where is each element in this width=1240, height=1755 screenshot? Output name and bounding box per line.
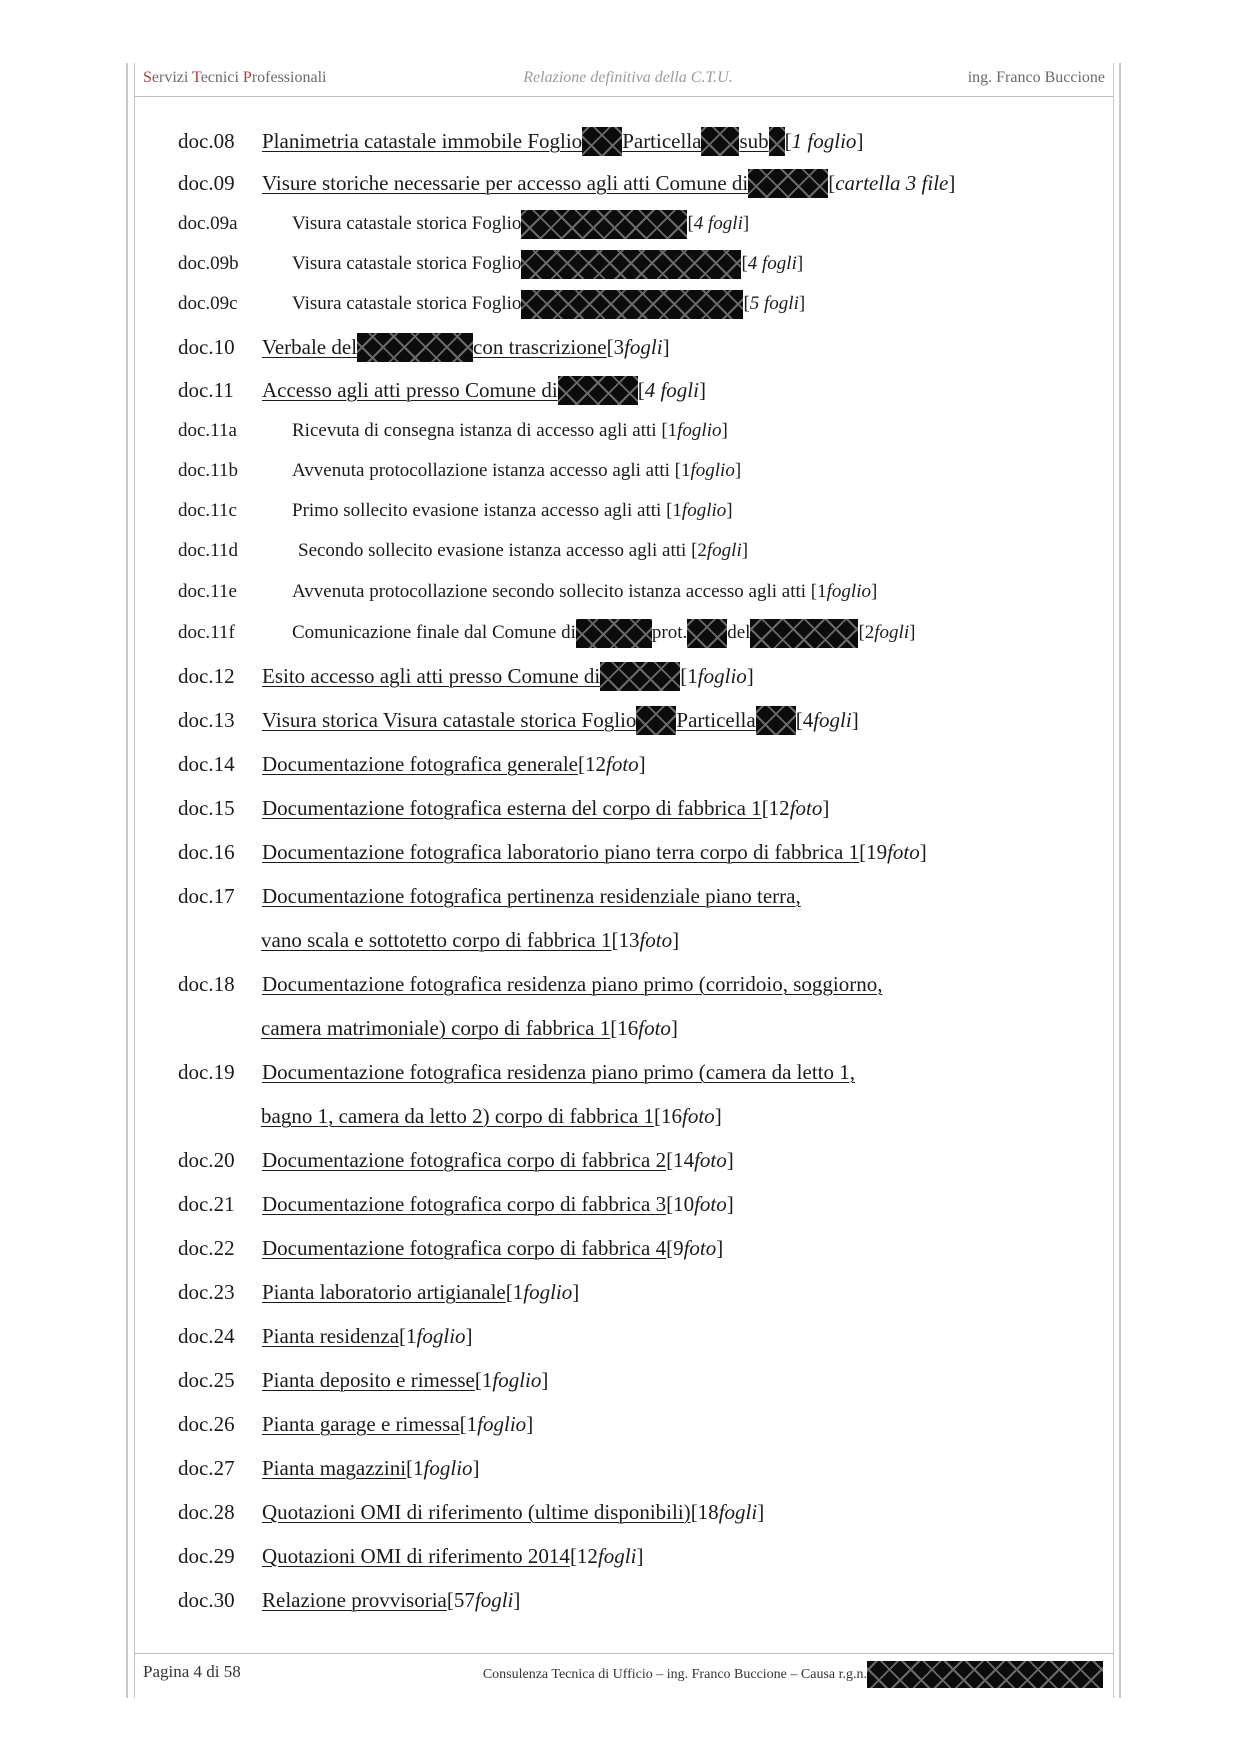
redaction-block (701, 127, 739, 156)
doc-item-29[interactable]: doc.29 Quotazioni OMI di riferimento 2014 [12 fogli ] (178, 1543, 644, 1568)
doc-item-27[interactable]: doc.27 Pianta magazzini [1 foglio ] (178, 1455, 480, 1480)
doc-item-30[interactable]: doc.30 Relazione provvisoria [57 fogli ] (178, 1587, 521, 1612)
header-document-title: Relazione definitiva della C.T.U. (523, 69, 733, 86)
doc-item-14[interactable]: doc.14 Documentazione fotografica generale [12 foto ] (178, 751, 646, 776)
redaction-block (687, 619, 727, 648)
doc-item-18[interactable]: doc.18 Documentazione fotografica residenza piano primo (corridoio, soggiorno, (178, 971, 883, 996)
doc-item-16[interactable]: doc.16 Documentazione fotografica laboratorio piano terra corpo di fabbrica 1 [19 foto ] (178, 839, 927, 864)
doc-item-09[interactable]: doc.09 Visure storiche necessarie per accesso agli atti Comune di [ cartella 3 file ] (178, 168, 955, 198)
doc-item-11d[interactable]: doc.11d Secondo sollecito evasione istanza accesso agli atti [2 fogli ] (178, 540, 749, 561)
doc-item-15[interactable]: doc.15 Documentazione fotografica esterna del corpo di fabbrica 1 [12 foto ] (178, 795, 830, 820)
redaction-block (521, 290, 743, 319)
redaction-block (750, 619, 858, 648)
doc-item-12[interactable]: doc.12 Esito accesso agli atti presso Comune di [1 foglio ] (178, 661, 754, 691)
doc-item-19-continued[interactable]: bagno 1, camera da letto 2) corpo di fabbrica 1 [16 foto ] (261, 1103, 722, 1128)
doc-item-11b[interactable]: doc.11b Avvenuta protocollazione istanza accesso agli atti [1 foglio ] (178, 460, 742, 481)
redaction-block (748, 169, 828, 198)
doc-item-11e[interactable]: doc.11e Avvenuta protocollazione secondo sollecito istanza accesso agli atti [1 foglio ] (178, 581, 878, 602)
page-number: Pagina 4 di 58 (143, 1662, 241, 1681)
redaction-block (867, 1661, 1103, 1688)
doc-item-21[interactable]: doc.21 Documentazione fotografica corpo di fabbrica 3 [10 foto ] (178, 1191, 734, 1216)
redaction-block (756, 706, 796, 735)
header-author: ing. Franco Buccione (967, 69, 1105, 86)
doc-item-09c[interactable]: doc.09c Visura catastale storica Foglio [ 5 fogli ] (178, 289, 805, 319)
doc-item-20[interactable]: doc.20 Documentazione fotografica corpo di fabbrica 2 [14 foto ] (178, 1147, 734, 1172)
doc-item-10[interactable]: doc.10 Verbale del con trascrizione [3 fogli ] (178, 332, 670, 362)
doc-item-24[interactable]: doc.24 Pianta residenza [1 foglio ] (178, 1323, 473, 1348)
header-company: Servizi Tecnici Professionali (143, 69, 327, 86)
doc-item-11f[interactable]: doc.11f Comunicazione finale dal Comune di prot. del [2 fogli ] (178, 618, 915, 648)
doc-item-26[interactable]: doc.26 Pianta garage e rimessa [1 foglio ] (178, 1411, 534, 1436)
redaction-block (636, 706, 676, 735)
doc-item-22[interactable]: doc.22 Documentazione fotografica corpo di fabbrica 4 [9 foto ] (178, 1235, 724, 1260)
redaction-block (769, 127, 785, 156)
doc-item-17-continued[interactable]: vano scala e sottotetto corpo di fabbrica 1 [13 foto ] (261, 927, 680, 952)
footer-rule (134, 1653, 1113, 1654)
doc-item-17[interactable]: doc.17 Documentazione fotografica pertinenza residenziale piano terra, (178, 883, 801, 908)
doc-item-18-continued[interactable]: camera matrimoniale) corpo di fabbrica 1 [16 foto ] (261, 1015, 678, 1040)
redaction-block (600, 662, 680, 691)
doc-item-09b[interactable]: doc.09b Visura catastale storica Foglio [ 4 fogli ] (178, 249, 803, 279)
redaction-block (558, 376, 638, 405)
doc-item-11[interactable]: doc.11 Accesso agli atti presso Comune di [ 4 fogli ] (178, 375, 706, 405)
redaction-block (357, 333, 473, 362)
doc-item-13[interactable]: doc.13 Visura storica Visura catastale storica Foglio Particella [4 fogli ] (178, 705, 859, 735)
doc-item-25[interactable]: doc.25 Pianta deposito e rimesse [1 foglio ] (178, 1367, 549, 1392)
doc-item-23[interactable]: doc.23 Pianta laboratorio artigianale [1 foglio ] (178, 1279, 580, 1304)
doc-item-08[interactable]: doc.08 Planimetria catastale immobile Foglio Particella sub [ 1 foglio ] (178, 126, 863, 156)
doc-item-11c[interactable]: doc.11c Primo sollecito evasione istanza accesso agli atti [1 foglio ] (178, 500, 733, 521)
redaction-block (521, 250, 741, 279)
doc-item-19[interactable]: doc.19 Documentazione fotografica residenza piano primo (camera da letto 1, (178, 1059, 855, 1084)
redaction-block (576, 619, 652, 648)
redaction-block (521, 210, 687, 239)
doc-item-09a[interactable]: doc.09a Visura catastale storica Foglio [ 4 fogli ] (178, 209, 749, 239)
redaction-block (582, 127, 622, 156)
footer-note: Consulenza Tecnica di Ufficio – ing. Franco Buccione – Causa r.g.n. (483, 1661, 1103, 1688)
doc-item-28[interactable]: doc.28 Quotazioni OMI di riferimento (ultime disponibili) [18 fogli ] (178, 1499, 765, 1524)
doc-item-11a[interactable]: doc.11a Ricevuta di consegna istanza di accesso agli atti [1 foglio ] (178, 420, 728, 441)
